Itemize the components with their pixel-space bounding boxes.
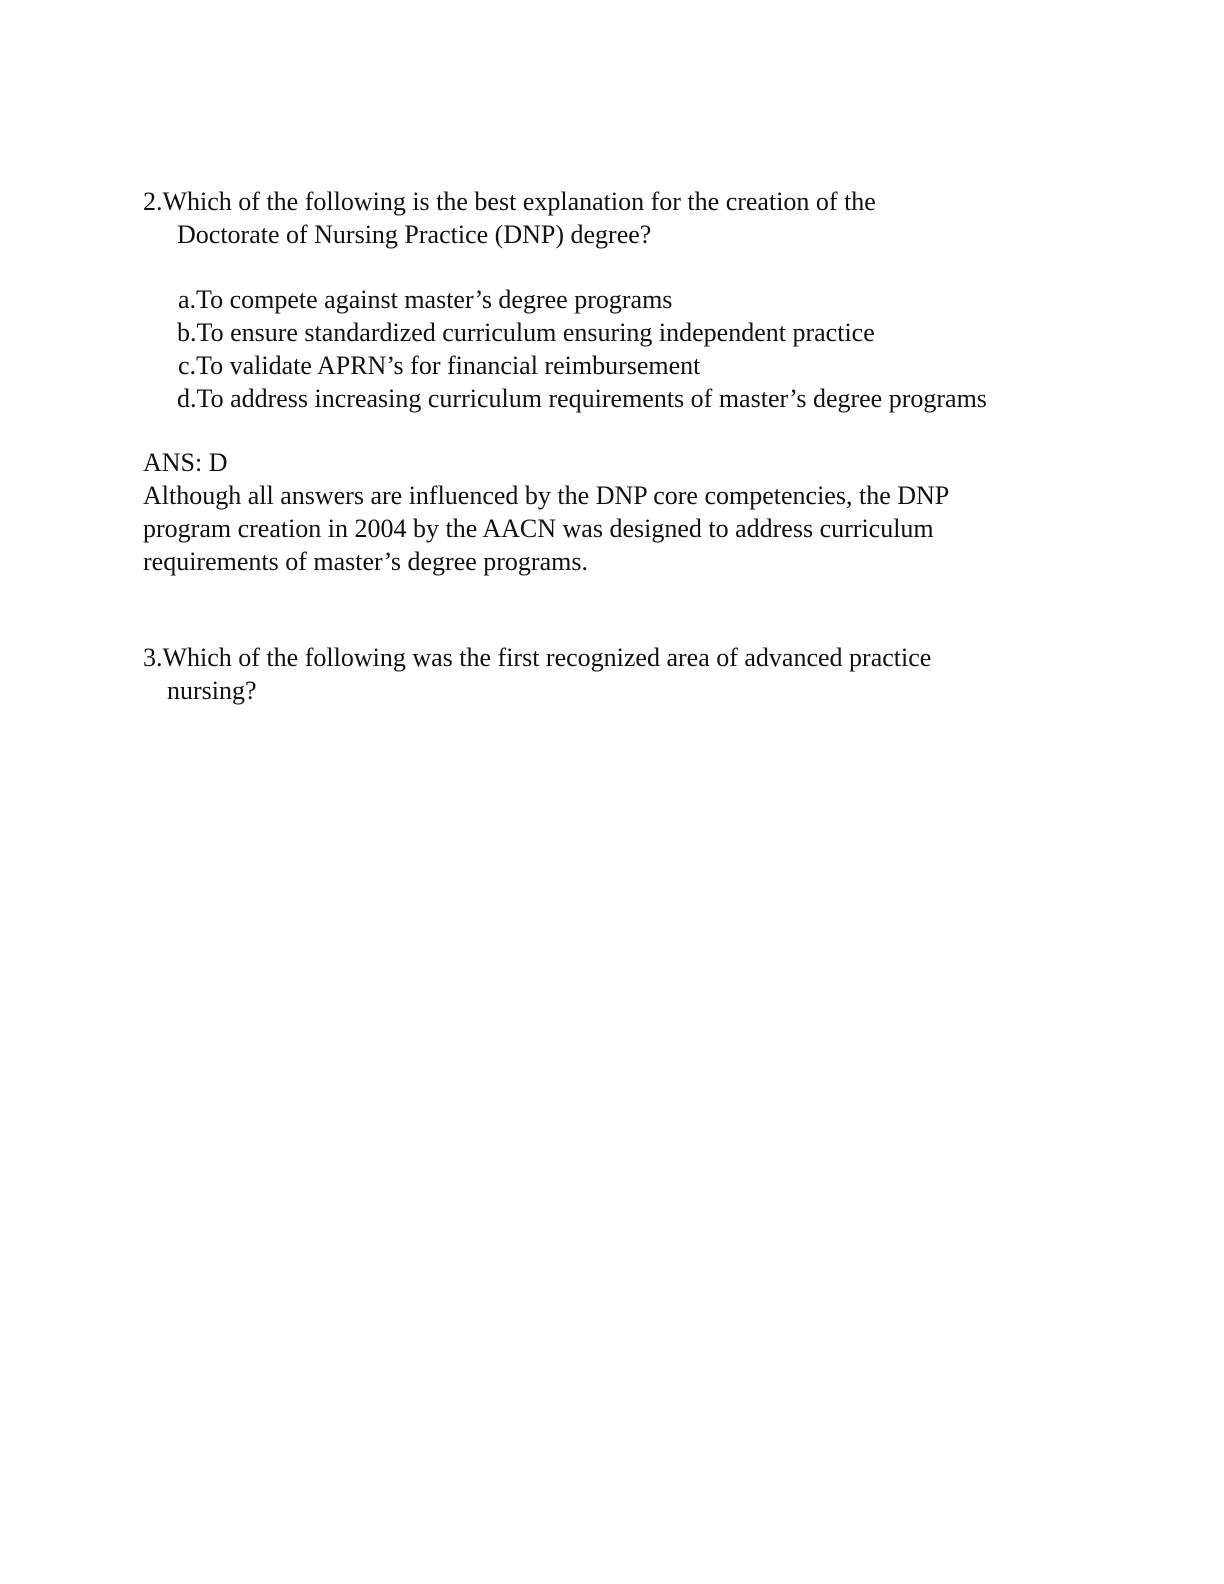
option-c-text: To validate APRN’s for financial reimbursement xyxy=(196,351,701,380)
option-b-text: To ensure standardized curriculum ensuring independent practice xyxy=(196,318,875,347)
option-d-text: To address increasing curriculum requirements of master’s degree programs xyxy=(196,384,987,413)
option-d-letter: d. xyxy=(177,384,197,413)
answer-label: ANS: D xyxy=(143,448,228,477)
question-2-stem-text-1: Which of the following is the best explanation for the creation of the xyxy=(162,187,876,216)
option-d xyxy=(177,382,987,415)
option-c-letter: c. xyxy=(178,351,197,380)
rationale-line-3: requirements of master’s degree programs. xyxy=(143,547,588,576)
option-b xyxy=(177,316,875,349)
question-3-stem-text-1: Which of the following was the first recognized area of advanced practice xyxy=(162,643,932,672)
question-3-stem-line-2: nursing? xyxy=(167,676,257,705)
option-b-letter: b. xyxy=(177,318,197,347)
rationale-line-2: program creation in 2004 by the AACN was designed to address curriculum xyxy=(143,514,934,543)
question-2-number: 2. xyxy=(143,187,163,216)
option-a-text: To compete against master’s degree programs xyxy=(196,285,673,314)
question-2-stem-line-1 xyxy=(143,185,876,218)
rationale-line-1: Although all answers are influenced by the DNP core competencies, the DNP xyxy=(143,481,950,510)
option-c xyxy=(178,349,700,382)
question-3-stem-line-1 xyxy=(143,641,931,674)
question-3-number: 3. xyxy=(143,643,163,672)
option-a xyxy=(178,283,672,316)
question-2-stem-line-2: Doctorate of Nursing Practice (DNP) degree? xyxy=(177,220,652,249)
option-a-letter: a. xyxy=(178,285,197,314)
